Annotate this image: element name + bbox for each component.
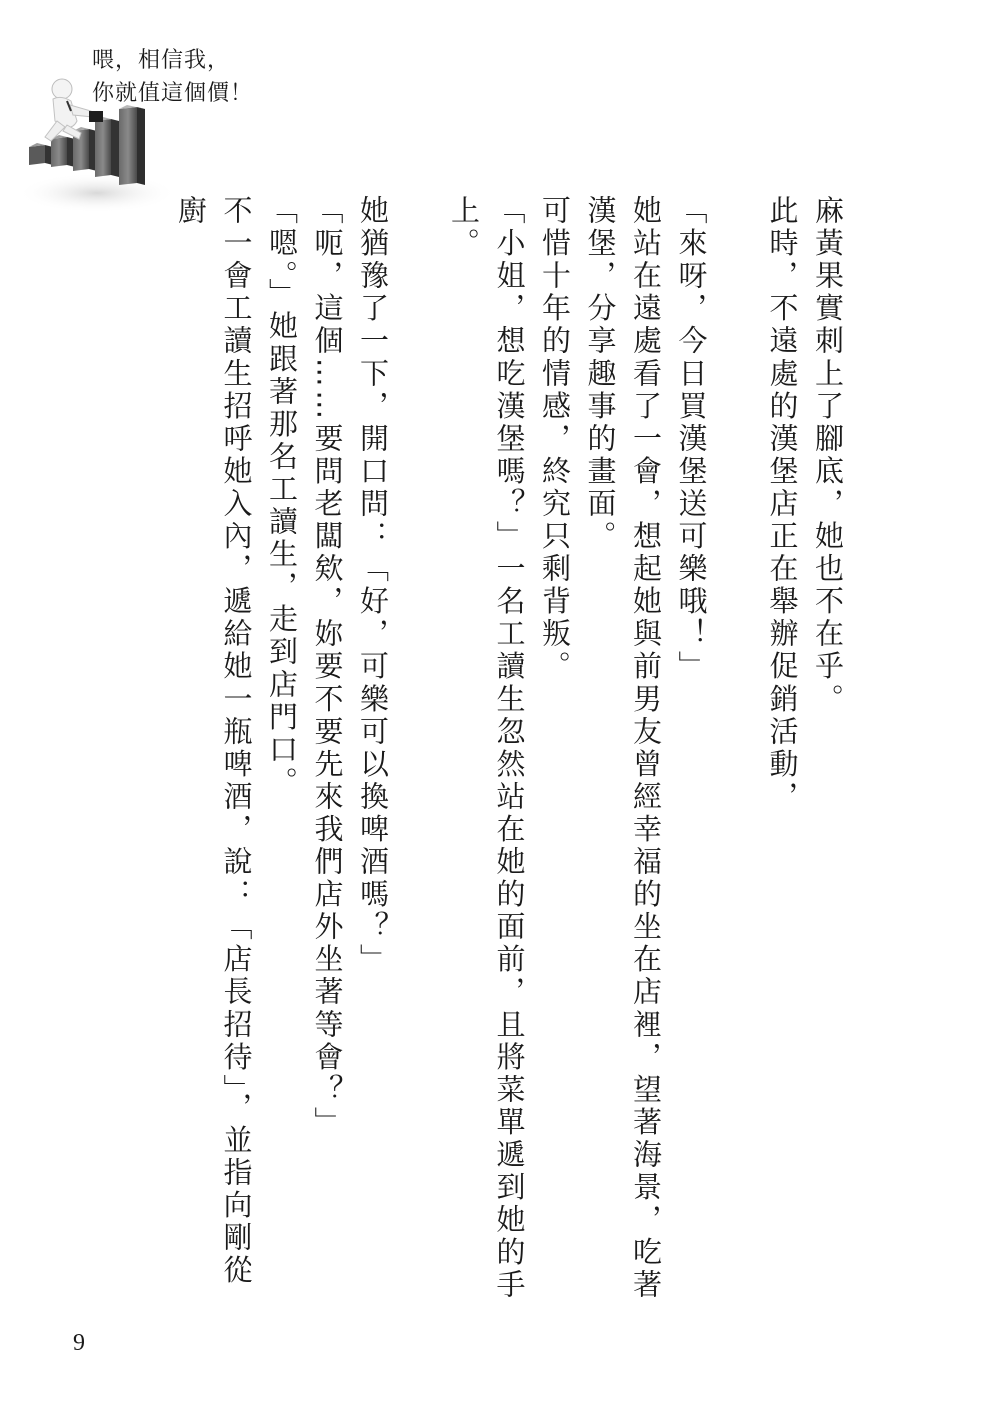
paragraph: 麻黃果實刺上了腳底，她也不在乎。 — [811, 195, 845, 716]
tagline-line-1: 喂，相信我， — [92, 48, 231, 73]
page-number: 9 — [73, 1330, 85, 1356]
paragraph: 此時，不遠處的漢堡店正在舉辦促銷活動， — [765, 195, 800, 814]
paragraph: 「小姐，想吃漢堡嗎？」一名工讀生忽然站在她的面前，且將菜單遞到她的手上。 — [447, 195, 527, 1302]
bar-chart-steps — [29, 105, 145, 185]
paragraph: 可惜十年的情感，終究只剩背叛。 — [538, 195, 572, 684]
tagline-line-2: 你就值這個價！ — [92, 81, 254, 106]
body-text — [160, 195, 850, 1305]
paragraph: 「來呀，今日買漢堡送可樂哦！」 — [674, 195, 709, 684]
briefcase-icon — [89, 111, 103, 122]
header-tagline — [92, 44, 253, 110]
paragraph: 「嗯。」她跟著那名工讀生，走到店門口。 — [265, 195, 299, 799]
paragraph: 她猶豫了一下，開口問：「好，可樂可以換啤酒嗎？」 — [356, 195, 390, 977]
paragraph: 不一會工讀生招呼她入內，遞給她一瓶啤酒，說：「店長招待」，並指向剛從廚 — [174, 195, 254, 1288]
paragraph: 「呃，這個……要問老闆欸，妳要不要先來我們店外坐著等會？」 — [310, 195, 345, 1139]
paragraph: 她站在遠處看了一會，想起她與前男友曾經幸福的坐在店裡，望著海景，吃著漢堡，分享趣事的畫面。 — [583, 195, 663, 1302]
